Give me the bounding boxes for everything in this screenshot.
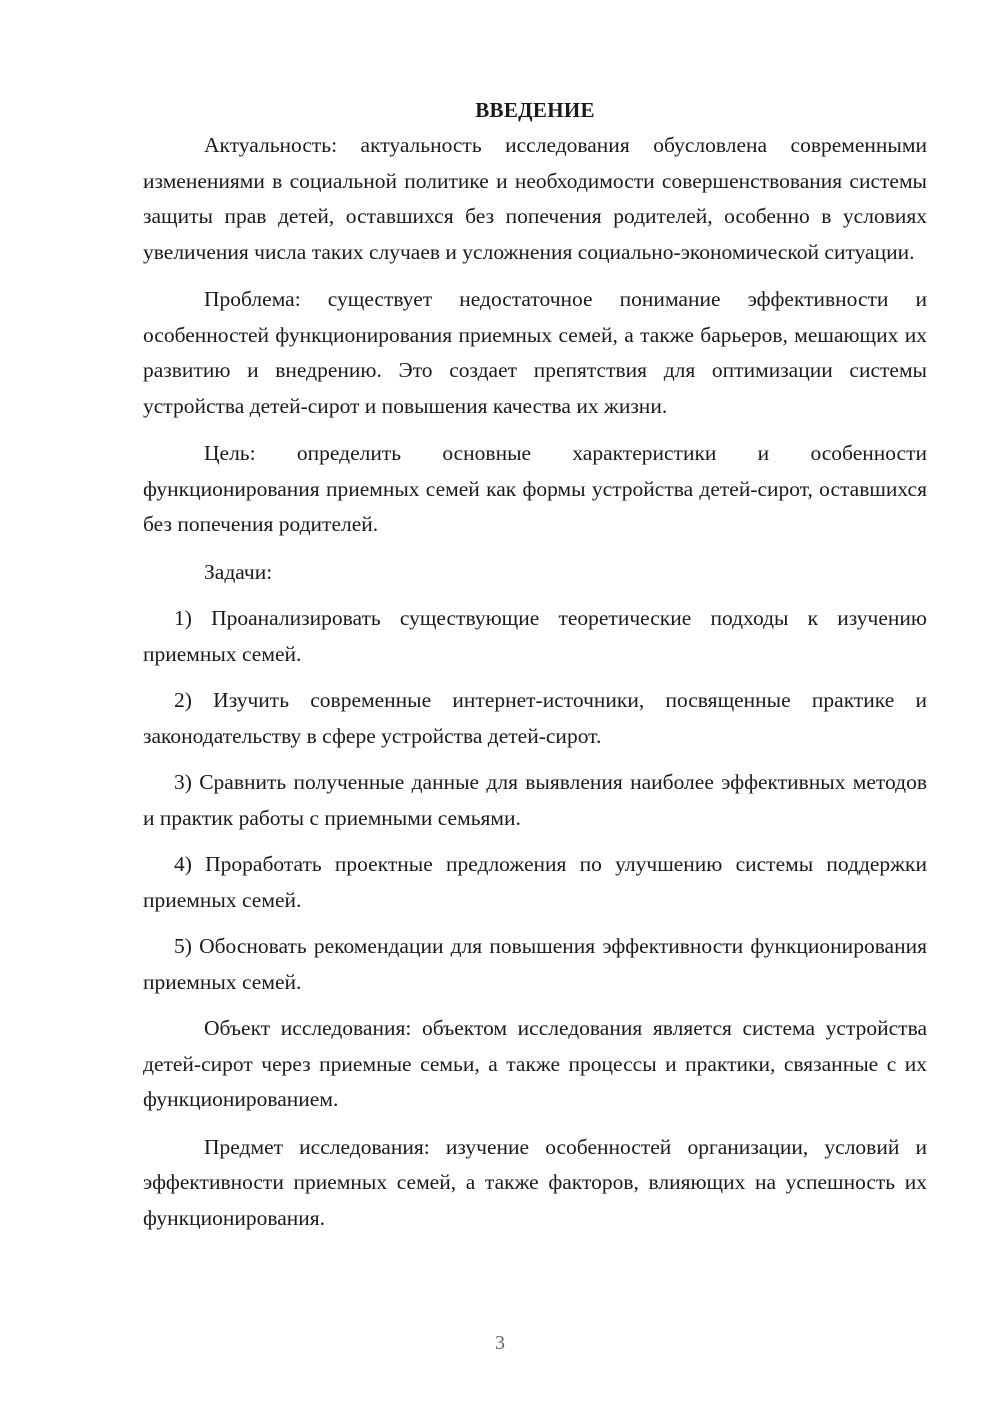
relevance-paragraph: Актуальность: актуальность исследования обусловлена современными изменениями в социальной политике и необходимости совершенствования системы защиты прав детей, оставшихся без попечения родителей, особенно в условиях увеличения числа таких случаев и усложнения социально-экономической ситуации. bbox=[143, 133, 927, 264]
problem-paragraph: Проблема: существует недостаточное понимание эффективности и особенностей функционирования приемных семей, а также барьеров, мешающих их развитию и внедрению. Это создает препятствия для оптимизации системы устройства детей-сирот и повышения качества их жизни. bbox=[143, 287, 927, 418]
object-paragraph: Объект исследования: объектом исследования является система устройства детей-сирот через приемные семьи, а также процессы и практики, связанные с их функционированием. bbox=[143, 1016, 927, 1111]
task-item: 5) Обосновать рекомендации для повышения эффективности функционирования приемных семей. bbox=[143, 934, 927, 994]
tasks-label: Задачи: bbox=[204, 559, 273, 584]
goal-paragraph: Цель: определить основные характеристики и особенности функционирования приемных семей как формы устройства детей-сирот, оставшихся без попечения родителей. bbox=[143, 441, 927, 536]
task-item: 3) Сравнить полученные данные для выявления наиболее эффективных методов и практик работы с приемными семьями. bbox=[143, 770, 927, 830]
section-heading: ВВЕДЕНИЕ bbox=[475, 98, 595, 122]
page-number: 3 bbox=[495, 1332, 505, 1354]
subject-paragraph: Предмет исследования: изучение особенностей организации, условий и эффективности приемных семей, а также факторов, влияющих на успешность их функционирования. bbox=[143, 1134, 927, 1230]
task-item: 1) Проанализировать существующие теоретические подходы к изучению приемных семей. bbox=[143, 606, 927, 666]
task-item: 4) Проработать проектные предложения по улучшению системы поддержки приемных семей. bbox=[143, 852, 927, 912]
document-page bbox=[143, 92, 927, 1236]
task-item: 2) Изучить современные интернет-источники, посвященные практике и законодательству в сфере устройства детей-сирот. bbox=[143, 688, 927, 748]
